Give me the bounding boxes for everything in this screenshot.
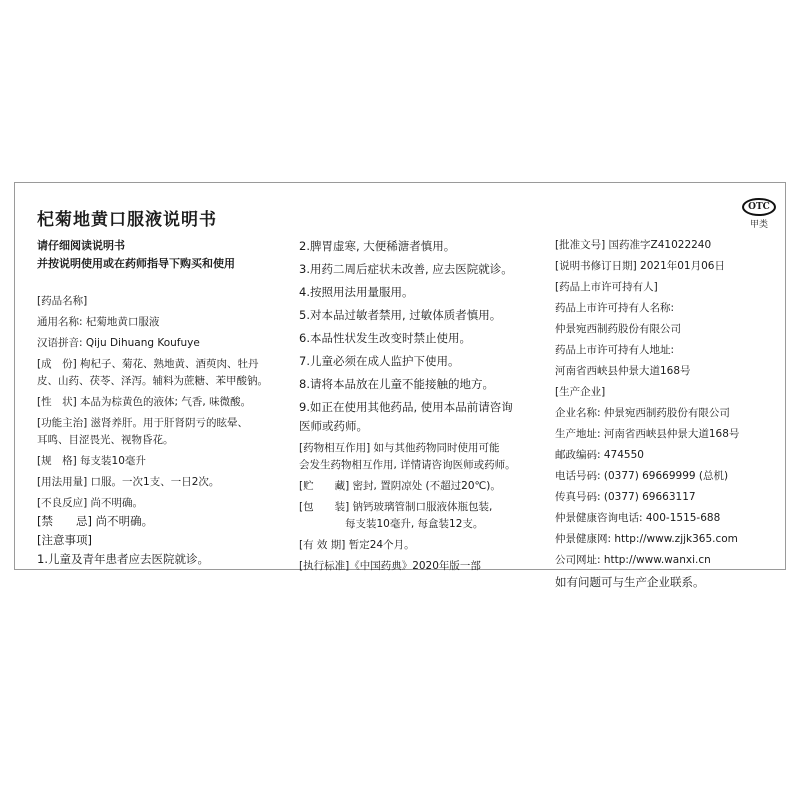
read-notice-1: 请仔细阅读说明书 [37,239,125,252]
manufacturer-header: [生产企业] [555,386,606,398]
package-line-2: 每支装10毫升, 每盒装12支。 [345,518,484,530]
column-2 [299,237,547,575]
common-name: 通用名称: 杞菊地黄口服液 [37,316,160,328]
interactions-line-2: 会发生药物相互作用, 详情请咨询医师或药师。 [299,459,516,471]
package-line-1: [包 装] 钠钙玻璃管制口服液体瓶包装, [299,501,493,513]
revision-date: [说明书修订日期] 2021年01月06日 [555,260,725,272]
manufacturer-name: 企业名称: 仲景宛西制药股份有限公司 [555,407,730,419]
mah-address-label: 药品上市许可持有人地址: [555,344,675,356]
indications-line-1: [功能主治] 滋肾养肝。用于肝肾阴亏的眩晕、 [37,417,249,429]
usage-dosage: [用法用量] 口服。一次1支、一日2次。 [37,476,220,488]
contact-note: 如有问题可与生产企业联系。 [555,575,705,589]
drug-name-header: [药品名称] [37,295,88,307]
mah-header: [药品上市许可持有人] [555,281,658,293]
executive-standard: [执行标准]《中国药典》2020年版一部 [299,560,481,572]
interactions-line-1: [药物相互作用] 如与其他药物同时使用可能 [299,442,500,454]
fax-number: 传真号码: (0377) 69663117 [555,491,696,503]
adverse-reactions: [不良反应] 尚不明确。 [37,497,144,509]
ingredients-line-1: [成 份] 枸杞子、菊花、熟地黄、酒萸肉、牡丹 [37,358,259,370]
manufacturer-address: 生产地址: 河南省西峡县仲景大道168号 [555,428,740,440]
contraindications: [禁 忌] 尚不明确。 [37,514,154,528]
precaution-2: 2.脾胃虚寒, 大便稀溏者慎用。 [299,239,456,253]
specification: [规 格] 每支装10毫升 [37,455,146,467]
postcode: 邮政编码: 474550 [555,449,644,461]
precaution-4: 4.按照用法用量服用。 [299,285,414,299]
precaution-5: 5.对本品过敏者禁用, 过敏体质者慎用。 [299,308,502,322]
precautions-header: [注意事项] [37,533,92,547]
ingredients-line-2: 皮、山药、茯苓、泽泻。辅料为蔗糖、苯甲酸钠。 [37,375,268,387]
pinyin-name: 汉语拼音: Qiju Dihuang Koufuye [37,337,200,349]
indications-line-2: 耳鸣、目涩畏光、视物昏花。 [37,434,174,446]
otc-mark [741,198,777,230]
approval-number: [批准文号] 国药准字Z41022240 [555,239,712,251]
precaution-9-line-1: 9.如正在使用其他药品, 使用本品前请咨询 [299,400,513,414]
read-notice-2: 并按说明使用或在药师指导下购买和使用 [37,257,235,270]
character: [性 状] 本品为棕黄色的液体; 气香, 味微酸。 [37,396,252,408]
storage: [贮 藏] 密封, 置阴凉处 (不超过20℃)。 [299,480,501,492]
precaution-9-line-2: 医师或药师。 [299,419,368,433]
document-title: 杞菊地黄口服液说明书 [37,210,217,230]
precaution-1: 1.儿童及青年患者应去医院就诊。 [37,552,209,566]
precaution-3: 3.用药二周后症状未改善, 应去医院就诊。 [299,262,513,276]
otc-class-label: 甲类 [749,220,768,230]
instruction-leaflet [14,182,786,589]
mah-name-label: 药品上市许可持有人名称: [555,302,675,314]
precaution-7: 7.儿童必须在成人监护下使用。 [299,354,460,368]
health-website: 仲景健康网: http://www.zjjk365.com [555,533,738,545]
company-website: 公司网址: http://www.wanxi.cn [555,554,711,566]
column-3 [555,237,785,592]
validity: [有 效 期] 暂定24个月。 [299,539,415,551]
precaution-8: 8.请将本品放在儿童不能接触的地方。 [299,377,494,391]
column-1 [37,237,295,569]
mah-name: 仲景宛西制药股份有限公司 [555,323,681,335]
mah-address: 河南省西峡县仲景大道168号 [555,365,691,377]
health-hotline: 仲景健康咨询电话: 400-1515-688 [555,512,721,524]
otc-logo: OTC [742,198,776,216]
precaution-6: 6.本品性状发生改变时禁止使用。 [299,331,471,345]
phone-number: 电话号码: (0377) 69669999 (总机) [555,470,729,482]
